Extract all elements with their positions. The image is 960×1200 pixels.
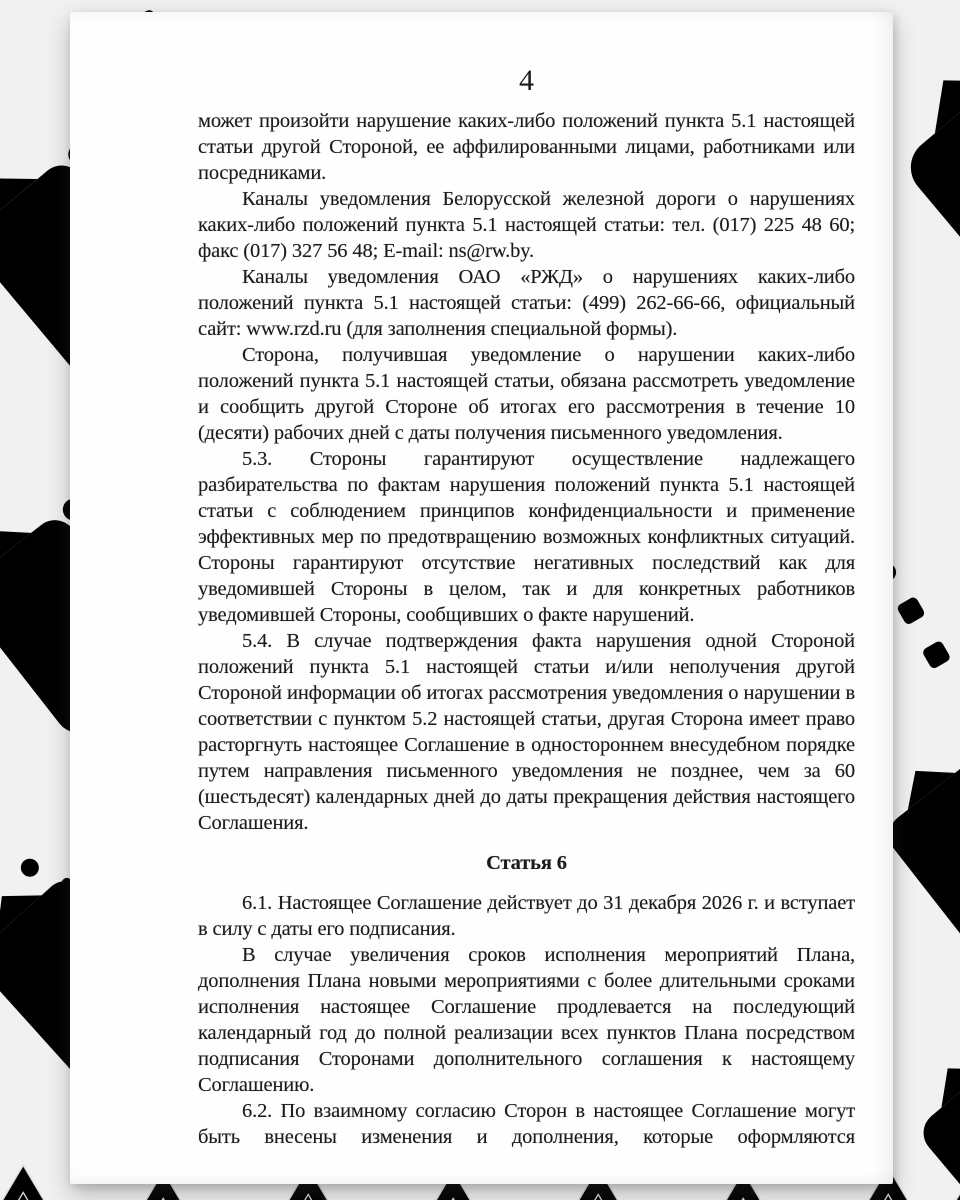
- document-content: [70, 12, 893, 1150]
- document-page: [70, 12, 893, 1184]
- heading-article-6: Статья 6: [486, 852, 567, 874]
- paragraph-clause-6-2: 6.2. По взаимному согласию Сторон в настоящее Соглашение могут быть внесены изменения и дополнения, которые оформляются: [198, 1100, 855, 1148]
- paragraph-notification-channels-bzd: Каналы уведомления Белорусской железной дороги о нарушениях каких-либо положений пункта 5.1 настоящей статьи: тел. (017) 225 48 60; факс (017) 327 56 48; E-mail: ns@rw.by.: [198, 188, 855, 262]
- paragraph-notification-review: Сторона, получившая уведомление о нарушении каких-либо положений пункта 5.1 настоящей статьи, обязана рассмотреть уведомление и сообщить другой Стороне об итогах его рассмотрения в течение 10 (десяти) рабочих дней с даты получения письменного уведомления.: [198, 344, 855, 444]
- paragraph-clause-6-1: 6.1. Настоящее Соглашение действует до 31 декабря 2026 г. и вступает в силу с даты его подписания.: [198, 892, 855, 940]
- paragraph-plan-extension: В случае увеличения сроков исполнения мероприятий Плана, дополнения Плана новыми мероприятиями с более длительными сроками исполнения настоящее Соглашение продлевается на последующий календарный год до полной реализации всех пунктов Плана посредством подписания Сторонами дополнительного соглашения к настоящему Соглашению.: [198, 944, 855, 1096]
- paragraph-notification-channels-rzd: Каналы уведомления ОАО «РЖД» о нарушениях каких-либо положений пункта 5.1 настоящей статьи: (499) 262-66-66, официальный сайт: www.rzd.ru (для заполнения специальной формы).: [198, 266, 855, 340]
- paragraph-clause-5-3: 5.3. Стороны гарантируют осуществление надлежащего разбирательства по фактам нарушения положений пункта 5.1 настоящей статьи с соблюдением принципов конфиденциальности и применение эффективных мер по предотвращению возможных конфликтных ситуаций. Стороны гарантируют отсутствие негативных последствий как для уведомившей Стороны в целом, так и для конкретных работников уведомившей Стороны, сообщивших о факте нарушений.: [198, 448, 855, 626]
- page-number: 4: [519, 64, 534, 97]
- paragraph-clause-5-4: 5.4. В случае подтверждения факта нарушения одной Стороной положений пункта 5.1 настоящей статьи и/или неполучения другой Стороной информации об итогах рассмотрения уведомления о нарушении в соответствии с пунктом 5.2 настоящей статьи, другая Сторона имеет право расторгнуть настоящее Соглашение в одностороннем внесудебном порядке путем направления письменного уведомления не позднее, чем за 60 (шестьдесят) календарных дней до даты прекращения действия настоящего Соглашения.: [198, 630, 855, 834]
- paragraph-continuation: может произойти нарушение каких-либо положений пункта 5.1 настоящей статьи другой Стороной, ее аффилированными лицами, работниками или посредниками.: [198, 110, 855, 184]
